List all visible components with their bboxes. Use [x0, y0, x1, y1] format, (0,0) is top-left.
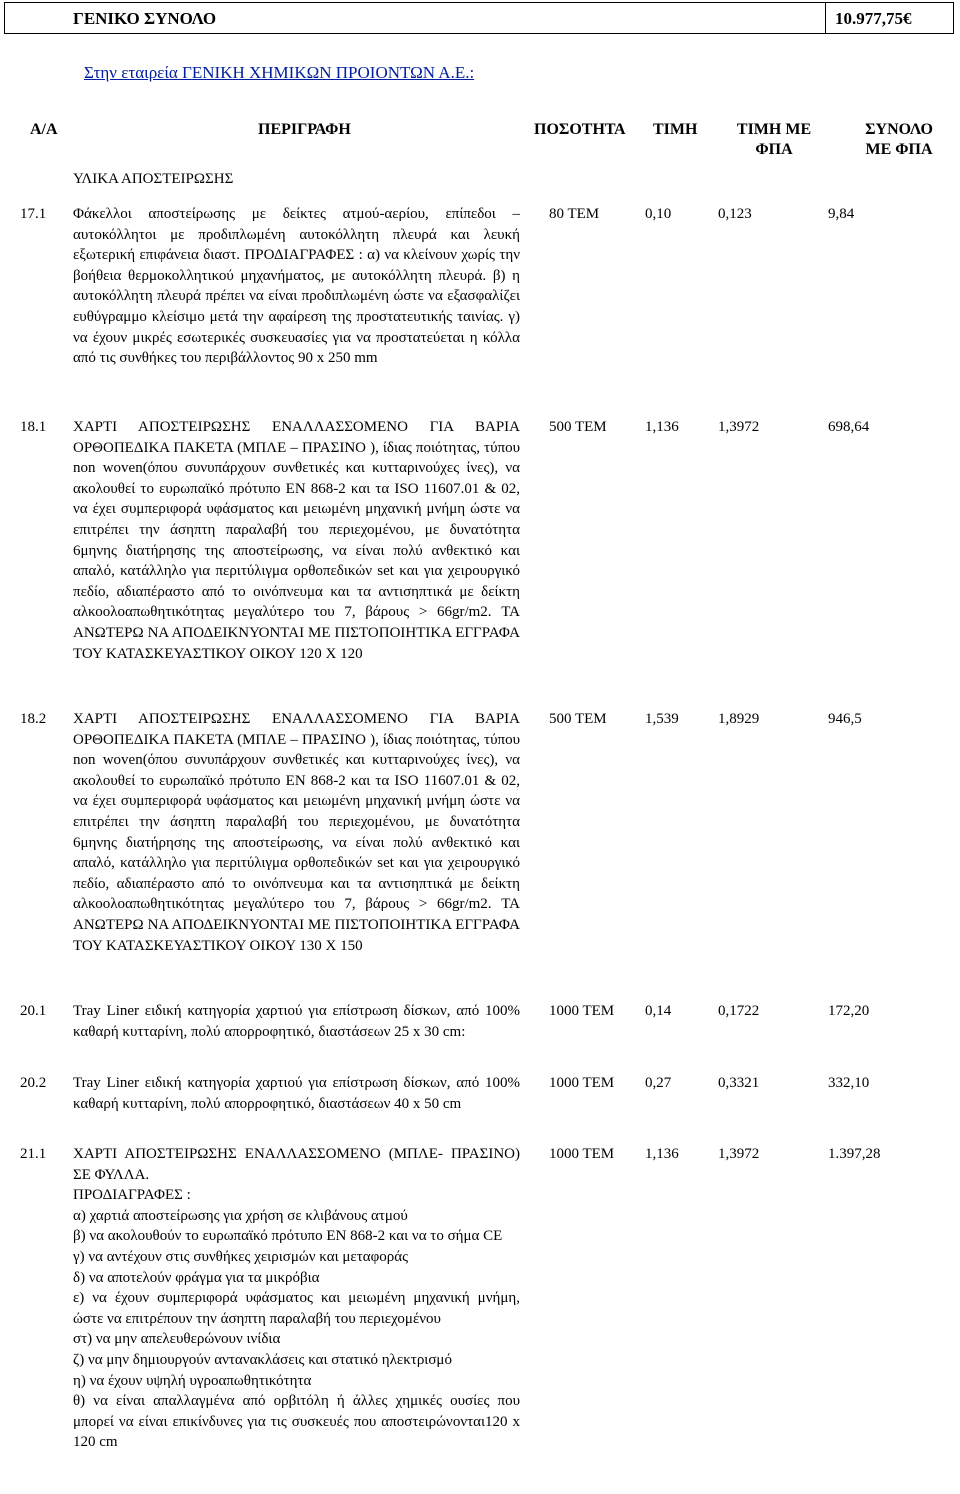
col-header-price: ΤΙΜΗ — [653, 121, 698, 138]
row-price-vat: 1,8929 — [718, 711, 760, 727]
col-header-price-vat: ΤΙΜΗ ΜΕ ΦΠΑ — [736, 121, 812, 158]
desc-line: α) χαρτιά αποστείρωσης για χρήση σε κλιβάνους ατμού — [73, 1207, 408, 1224]
row-total-vat: 9,84 — [828, 206, 855, 222]
row-aa: 18.2 — [20, 711, 47, 727]
row-price-vat: 0,3321 — [718, 1075, 760, 1091]
row-price-vat: 0,1722 — [718, 1003, 760, 1019]
row-description — [73, 1144, 520, 1453]
row-quantity: 1000 ΤΕΜ — [549, 1146, 615, 1162]
col-header-aa: Α/Α — [30, 121, 58, 138]
row-aa: 20.1 — [20, 1003, 47, 1019]
desc-line: ε) να έχουν συμπεριφορά υφάσματος και μειωμένη μηχανική μνήμη, ώστε να επιτρέπουν την άσηπτη παραλαβή του περιεχομένου — [73, 1290, 520, 1327]
row-total-vat: 172,20 — [828, 1003, 870, 1019]
row-quantity: 500 ΤΕΜ — [549, 711, 607, 727]
section-title: ΥΛΙΚΑ ΑΠΟΣΤΕΙΡΩΣΗΣ — [73, 171, 234, 187]
desc-line: δ) να αποτελούν φράγμα για τα μικρόβια — [73, 1269, 320, 1286]
grand-total-box — [4, 2, 954, 34]
total-divider — [825, 3, 826, 33]
row-price-vat: 0,123 — [718, 206, 752, 222]
row-description: ΧΑΡΤΙ ΑΠΟΣΤΕΙΡΩΣΗΣ ΕΝΑΛΛΑΣΣΟΜΕΝΟ ΓΙΑ ΒΑΡΙΑ ΟΡΘΟΠΕΔΙΚΑ ΠΑΚΕΤΑ (ΜΠΛΕ – ΠΡΑΣΙΝΟ ), ίδιας ποιότητας, τύπου non woven(όπου συνυπάρχουν συνθετικές και κυτταρινούχες ίνες), να ακολουθεί το ευρωπαϊκό πρότυπο EN 868-2 και τα ISO 11607.01 & 02, να έχει συμπεριφορά υφάσματος και μειωμένη μηχανική μνήμη ώστε να επιτρέπει την άσηπτη παραλαβή του περιεχομένου, με δυνατότητα 6μηνης διατήρησης της αποστείρωσης, να είναι πολύ ανθεκτικό και απαλό, κατάλληλο για περιτύλιγμα ορθοπεδικών set και για χειρουργικό πεδίο, αδιαπέραστο από το οινόπνευμα και τα αντισηπτικά με δείκτη αλκοολοαπωθητικότητας μεγαλύτερο του 7, βάρους > 66gr/m2. ΤΑ ΑΝΩΤΕΡΩ ΝΑ ΑΠΟΔΕΙΚΝΥΟΝΤΑΙ ΜΕ ΠΙΣΤΟΠΟΙΗΤΙΚΑ ΕΓΓΡΑΦΑ ΤΟΥ ΚΑΤΑΣΚΕΥΑΣΤΙΚΟΥ ΟΙΚΟΥ 130 Χ 150 — [73, 711, 520, 954]
row-description: Tray Liner ειδική κατηγορία χαρτιού για επίστρωση δίσκων, από 100% καθαρή κυτταρίνη, πολύ απορροφητικό, διαστάσεων 25 x 30 cm: — [73, 1003, 520, 1040]
grand-total-label: ΓΕΝΙΚΟ ΣΥΝΟΛΟ — [73, 9, 217, 28]
row-price: 1,136 — [645, 1146, 679, 1162]
row-price: 0,27 — [645, 1075, 672, 1091]
row-total-vat: 1.397,28 — [828, 1146, 881, 1162]
row-aa: 21.1 — [20, 1146, 47, 1162]
row-price: 1,539 — [645, 711, 679, 727]
row-quantity: 80 ΤΕΜ — [549, 206, 600, 222]
col-header-total-vat: ΣΥΝΟΛΟ ΜΕ ΦΠΑ — [865, 121, 933, 158]
row-price: 0,14 — [645, 1003, 672, 1019]
desc-line: ΧΑΡΤΙ ΑΠΟΣΤΕΙΡΩΣΗΣ ΕΝΑΛΛΑΣΣΟΜΕΝΟ (ΜΠΛΕ- ΠΡΑΣΙΝΟ) ΣΕ ΦΥΛΛΑ. — [73, 1146, 520, 1183]
row-aa: 18.1 — [20, 419, 47, 435]
desc-line: στ) να μην απελευθερώνουν ινίδια — [73, 1331, 281, 1348]
row-description: Tray Liner ειδική κατηγορία χαρτιού για επίστρωση δίσκων, από 100% καθαρή κυτταρίνη, πολύ απορροφητικό, διαστάσεων 40 x 50 cm — [73, 1075, 520, 1112]
row-description: ΧΑΡΤΙ ΑΠΟΣΤΕΙΡΩΣΗΣ ΕΝΑΛΛΑΣΣΟΜΕΝΟ ΓΙΑ ΒΑΡΙΑ ΟΡΘΟΠΕΔΙΚΑ ΠΑΚΕΤΑ (ΜΠΛΕ – ΠΡΑΣΙΝΟ ), ίδιας ποιότητας, τύπου non woven(όπου συνυπάρχουν συνθετικές και κυτταρινούχες ίνες), να ακολουθεί το ευρωπαϊκό πρότυπο EN 868-2 και τα ISO 11607.01 & 02, να έχει συμπεριφορά υφάσματος και μειωμένη μηχανική μνήμη ώστε να επιτρέπει την άσηπτη παραλαβή του περιεχομένου, με δυνατότητα 6μηνης διατήρησης της αποστείρωσης, να είναι πολύ ανθεκτικό και απαλό, κατάλληλο για περιτύλιγμα ορθοπεδικών set και για χειρουργικό πεδίο, αδιαπέραστο από το οινόπνευμα και τα αντισηπτικά με δείκτη αλκοολοαπωθητικότητας μεγαλύτερο του 7, βάρους > 66gr/m2. ΤΑ ΑΝΩΤΕΡΩ ΝΑ ΑΠΟΔΕΙΚΝΥΟΝΤΑΙ ΜΕ ΠΙΣΤΟΠΟΙΗΤΙΚΑ ΕΓΓΡΑΦΑ ΤΟΥ ΚΑΤΑΣΚΕΥΑΣΤΙΚΟΥ ΟΙΚΟΥ 120 Χ 120 — [73, 419, 520, 662]
col-header-qty: ΠΟΣΟΤΗΤΑ — [534, 121, 626, 138]
row-total-vat: 946,5 — [828, 711, 862, 727]
row-total-vat: 332,10 — [828, 1075, 870, 1091]
row-quantity: 1000 ΤΕΜ — [549, 1003, 615, 1019]
row-description: Φάκελλοι αποστείρωσης με δείκτες ατμού-αερίου, επίπεδοι – αυτοκόλλητοι με προδιπλωμένη αυτοκόλλητη πλευρά και λευκή εξωτερική επιφάνεια διαστ. ΠΡΟΔΙΑΓΡΑΦΕΣ : α) να κλείνουν χωρίς την βοήθεια θερμοκολλητικού μηχανήματος, με αυτοκόλλητη πλευρά. β) η αυτοκόλλητη πλευρά πρέπει να είναι προδιπλωμένη ώστε να εξασφαλίζει ευθύγραμμο κλείσιμο μετά την αφαίρεση της προστατευτικής ταινίας. γ) να έχουν μικρές εσωτερικές συσκευασίες για να προστατεύεται η κόλλα από τις συνθήκες του περιβάλλοντος 90 x 250 mm — [73, 206, 520, 367]
row-aa: 20.2 — [20, 1075, 47, 1091]
desc-line: ΠΡΟΔΙΑΓΡΑΦΕΣ : — [73, 1187, 191, 1204]
desc-line: γ) να αντέχουν στις συνθήκες χειρισμών και μεταφοράς — [73, 1248, 409, 1265]
row-aa: 17.1 — [20, 206, 47, 222]
desc-line: η) να έχουν υψηλή υγροαπωθητικότητα — [73, 1372, 312, 1389]
desc-line: β) να ακολουθούν το ευρωπαϊκό πρότυπο ΕΝ 868-2 και να το σήμα CE — [73, 1228, 503, 1245]
grand-total-value: 10.977,75€ — [835, 9, 912, 28]
row-price: 1,136 — [645, 419, 679, 435]
row-price-vat: 1,3972 — [718, 1146, 760, 1162]
row-quantity: 500 ΤΕΜ — [549, 419, 607, 435]
desc-line: ζ) να μην δημιουργούν αντανακλάσεις και στατικό ηλεκτρισμό — [73, 1351, 452, 1368]
desc-line: θ) να είναι απαλλαγμένα από ορβιτόλη ή άλλες χημικές ουσίες που μπορεί να είναι επικίνδυνες για τις συσκευές που αποστειρώνονται120 x 120 cm — [73, 1393, 520, 1451]
row-quantity: 1000 ΤΕΜ — [549, 1075, 615, 1091]
row-total-vat: 698,64 — [828, 419, 870, 435]
col-header-desc: ΠΕΡΙΓΡΑΦΗ — [258, 121, 351, 138]
row-price-vat: 1,3972 — [718, 419, 760, 435]
row-price: 0,10 — [645, 206, 672, 222]
company-name: Στην εταιρεία ΓΕΝΙΚΗ ΧΗΜΙΚΩΝ ΠΡΟΙΟΝΤΩΝ Α.Ε.: — [84, 63, 475, 82]
